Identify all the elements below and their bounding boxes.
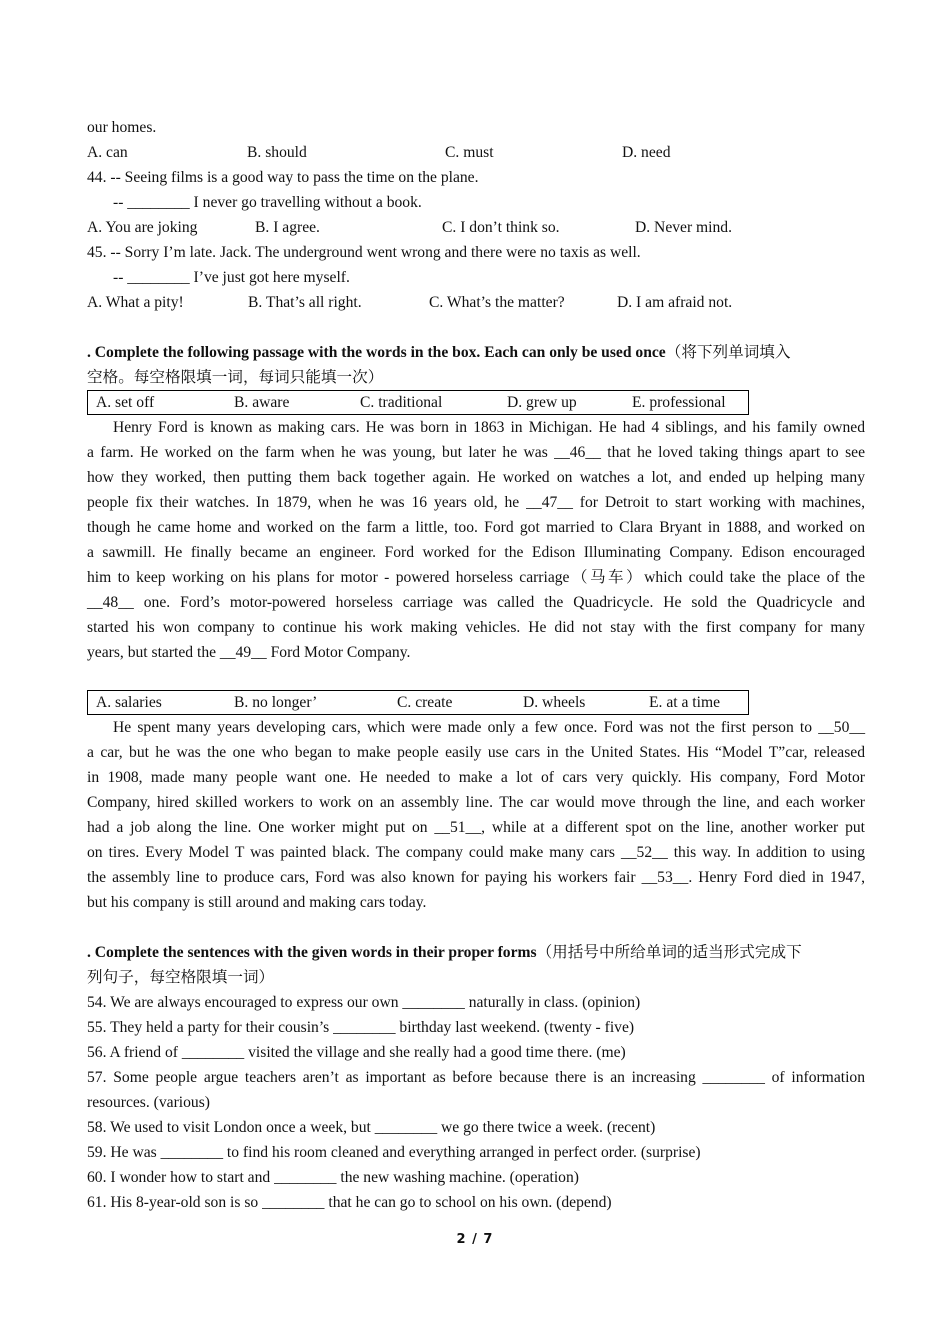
word-box-2	[87, 690, 749, 715]
forms-heading-text: . Complete the sentences with the given words in their proper forms	[87, 944, 537, 961]
q43-options	[87, 140, 865, 165]
word-box-2-d: D. wheels	[523, 694, 586, 711]
forms-list	[87, 990, 865, 1215]
question-item: 57. Some people argue teachers aren’t as important as before because there is an increasing ________ of information	[87, 1069, 865, 1086]
question-item: 54. We are always encouraged to express our own ________ naturally in class. (opinion)	[87, 994, 641, 1011]
paragraph-line: started his won company to continue his work making vehicles. He did not stay with the first company for many	[87, 619, 865, 636]
word-box-2-e: E. at a time	[649, 694, 721, 711]
question-item: 58. We used to visit London once a week, but ________ we go there twice a week. (recent)	[87, 1119, 656, 1136]
word-box-1-a: A. set off	[96, 394, 155, 411]
paragraph-line: on tires. Every Model T was painted black. The company could make many cars __52__ this way. In addition to using	[87, 844, 865, 861]
q45-line2: -- ________ I’ve just got here myself.	[113, 269, 350, 286]
word-box-1-c: C. traditional	[360, 394, 443, 411]
question-item: 60. I wonder how to start and ________ the new washing machine. (operation)	[87, 1169, 579, 1186]
paragraph-line: the assembly line to produce cars, Ford was also known for paying his workers fair __53__. Henry Ford died in 1947,	[87, 869, 865, 886]
paragraph-line: him to keep working on his plans for motor - powered horseless carriage（马车）which could take the place of the	[87, 569, 865, 586]
q43-tail: our homes.	[87, 119, 157, 136]
paragraph-line: He spent many years developing cars, which were made only a few once. Ford was not the first person to __50__	[113, 719, 865, 736]
q45-line1: 45. -- Sorry I’m late. Jack. The underground went wrong and there were no taxis as well.	[87, 244, 641, 261]
q44-option-a: A. You are joking	[87, 219, 198, 236]
passage-section-heading	[87, 340, 865, 365]
passage-paragraph-1	[87, 415, 865, 665]
paragraph-line: had a job along the line. One worker might put on __51__, while at a different spot on the line, another worker put	[87, 819, 865, 836]
passage-heading-text: . Complete the following passage with the words in the box. Each can only be used once	[87, 344, 666, 361]
q44-options	[87, 215, 865, 240]
forms-section-heading	[87, 940, 865, 965]
q45-option-a: A. What a pity!	[87, 294, 184, 311]
word-box-1	[87, 390, 749, 415]
q43-option-d: D. need	[622, 144, 671, 161]
paragraph-line: people fix their watches. In 1879, when he was 16 years old, he __47__ for Detroit to start working with machines,	[87, 494, 865, 511]
q44-line2: -- ________ I never go travelling without a book.	[113, 194, 422, 211]
q43-option-c: C. must	[445, 144, 494, 161]
passage-heading-cn-cont: 空格。每空格限填一词，每词只能填一次）	[87, 369, 384, 386]
passage-heading-cn: （将下列单词填入	[665, 344, 791, 361]
q45-options	[87, 290, 865, 315]
q45-option-d: D. I am afraid not.	[617, 294, 733, 311]
forms-heading-cn-cont: 列句子，每空格限填一词）	[87, 969, 275, 986]
paragraph-line: a car, but he was the one who began to make people easily use cars in the United States. His “Model T”car, released	[87, 744, 865, 761]
question-item: 56. A friend of ________ visited the village and she really had a good time there. (me)	[87, 1044, 626, 1061]
paragraph-line: though he came home and worked on the farm a little, too. Ford got married to Clara Bryant in 1888, and worked on	[87, 519, 865, 536]
question-item: 59. He was ________ to find his room cleaned and everything arranged in perfect order. (surprise)	[87, 1144, 701, 1161]
q45-option-b: B. That’s all right.	[248, 294, 362, 311]
paragraph-line: but his company is still around and making cars today.	[87, 894, 427, 911]
paragraph-line: in 1908, made many people want one. He needed to make a lot of cars very quickly. His company, Ford Motor	[87, 769, 865, 786]
paragraph-line: a farm. He worked on the farm when he was young, but later he was __46__ that he loved taking things apart to see	[87, 444, 865, 461]
word-box-2-c: C. create	[397, 694, 453, 711]
q44-line1: 44. -- Seeing films is a good way to pass the time on the plane.	[87, 169, 479, 186]
paragraph-line: __48__ one. Ford’s motor-powered horseless carriage was called the Quadricycle. He sold the Quadricycle and	[87, 594, 865, 611]
exam-page	[87, 115, 865, 1215]
word-box-2-b: B. no longer’	[234, 694, 318, 711]
q45-option-c: C. What’s the matter?	[429, 294, 565, 311]
paragraph-line: how they worked, then putting them back together again. He worked on watches a lot, and ended up helping many	[87, 469, 865, 486]
passage-paragraph-2	[87, 715, 865, 915]
q43-option-b: B. should	[247, 144, 307, 161]
word-box-1-e: E. professional	[632, 394, 726, 411]
page-number: 2 / 7	[456, 1232, 494, 1247]
q44-option-b: B. I agree.	[255, 219, 320, 236]
paragraph-line: Henry Ford is known as making cars. He was born in 1863 in Michigan. He had 4 siblings, and his family owned	[113, 419, 865, 436]
paragraph-line: Company, hired skilled workers to work on an assembly line. The car would move through the line, and each worker	[87, 794, 865, 811]
question-item: 55. They held a party for their cousin’s ________ birthday last weekend. (twenty - five)	[87, 1019, 635, 1036]
q44-option-d: D. Never mind.	[635, 219, 733, 236]
paragraph-line: years, but started the __49__ Ford Motor Company.	[87, 644, 411, 661]
word-box-1-b: B. aware	[234, 394, 290, 411]
paragraph-line: a sawmill. He finally became an engineer. Ford worked for the Edison Illuminating Company. Edison encouraged	[87, 544, 865, 561]
question-item-cont: resources. (various)	[87, 1094, 210, 1111]
word-box-1-d: D. grew up	[507, 394, 577, 411]
question-item: 61. His 8-year-old son is so ________ that he can go to school on his own. (depend)	[87, 1194, 612, 1211]
word-box-2-a: A. salaries	[96, 694, 162, 711]
q44-option-c: C. I don’t think so.	[442, 219, 560, 236]
forms-heading-cn: （用括号中所给单词的适当形式完成下	[536, 944, 802, 961]
q43-option-a: A. can	[87, 144, 128, 161]
